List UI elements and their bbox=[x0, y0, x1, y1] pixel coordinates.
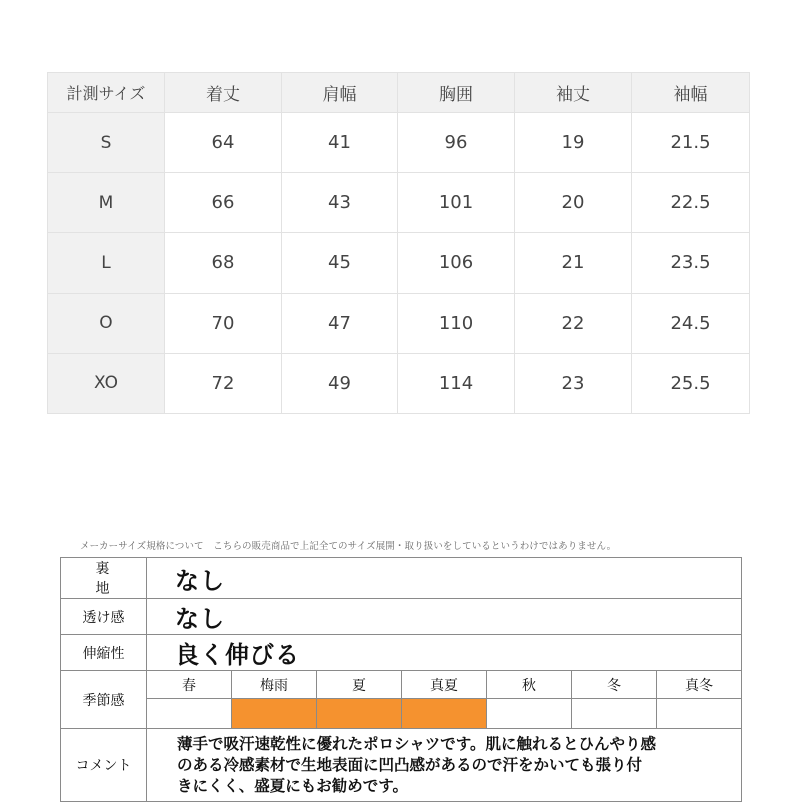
spec-value-stretch: 良く伸びる bbox=[147, 635, 742, 671]
table-cell: 21.5 bbox=[632, 113, 750, 173]
season-indicator bbox=[487, 699, 572, 729]
table-cell: 21 bbox=[515, 233, 632, 293]
size-table-header-row bbox=[48, 73, 750, 113]
spec-row-comment bbox=[61, 729, 742, 802]
season-name: 冬 bbox=[572, 671, 657, 699]
size-label: O bbox=[48, 293, 165, 353]
table-cell: 106 bbox=[398, 233, 515, 293]
table-cell: 23.5 bbox=[632, 233, 750, 293]
maker-size-note: メーカーサイズ規格について こちらの販売商品で上記全てのサイズ展開・取り扱いをしているというわけではありません。 bbox=[80, 541, 617, 552]
season-indicator bbox=[657, 699, 742, 729]
table-cell: 43 bbox=[282, 173, 398, 233]
spec-value-sheer: なし bbox=[147, 599, 742, 635]
spec-label-lining: 裏 地 bbox=[61, 558, 147, 599]
season-name: 春 bbox=[147, 671, 232, 699]
season-name: 夏 bbox=[317, 671, 402, 699]
table-cell: 70 bbox=[165, 293, 282, 353]
season-indicator bbox=[147, 699, 232, 729]
season-name: 真冬 bbox=[657, 671, 742, 699]
table-row bbox=[48, 113, 750, 173]
header-shoulder-width: 肩幅 bbox=[282, 73, 398, 113]
spec-value-comment: 薄手で吸汗速乾性に優れたポロシャツです。肌に触れるとひんやり感 のある冷感素材で生地表面に凹凸感があるので汗をかいても張り付 きにくく、盛夏にもお勧めです。 bbox=[147, 729, 742, 802]
table-cell: 49 bbox=[282, 353, 398, 413]
spec-table bbox=[60, 557, 742, 802]
table-row bbox=[48, 353, 750, 413]
table-cell: 72 bbox=[165, 353, 282, 413]
size-label: S bbox=[48, 113, 165, 173]
spec-row-sheer bbox=[61, 599, 742, 635]
table-row bbox=[48, 233, 750, 293]
header-length: 着丈 bbox=[165, 73, 282, 113]
season-name: 秋 bbox=[487, 671, 572, 699]
table-cell: 22.5 bbox=[632, 173, 750, 233]
header-sleeve-length: 袖丈 bbox=[515, 73, 632, 113]
size-label: M bbox=[48, 173, 165, 233]
table-cell: 66 bbox=[165, 173, 282, 233]
table-cell: 25.5 bbox=[632, 353, 750, 413]
spec-label-season: 季節感 bbox=[61, 671, 147, 729]
header-sleeve-width: 袖幅 bbox=[632, 73, 750, 113]
table-cell: 110 bbox=[398, 293, 515, 353]
table-cell: 101 bbox=[398, 173, 515, 233]
season-marks-row bbox=[61, 699, 742, 729]
header-chest: 胸囲 bbox=[398, 73, 515, 113]
table-cell: 96 bbox=[398, 113, 515, 173]
table-cell: 23 bbox=[515, 353, 632, 413]
table-cell: 47 bbox=[282, 293, 398, 353]
table-cell: 24.5 bbox=[632, 293, 750, 353]
table-cell: 45 bbox=[282, 233, 398, 293]
season-indicator bbox=[402, 699, 487, 729]
table-cell: 41 bbox=[282, 113, 398, 173]
season-name: 梅雨 bbox=[232, 671, 317, 699]
spec-row-lining bbox=[61, 558, 742, 599]
table-cell: 64 bbox=[165, 113, 282, 173]
table-cell: 68 bbox=[165, 233, 282, 293]
table-cell: 22 bbox=[515, 293, 632, 353]
header-measure-size: 計測サイズ bbox=[48, 73, 165, 113]
season-indicator bbox=[232, 699, 317, 729]
table-cell: 19 bbox=[515, 113, 632, 173]
size-table bbox=[47, 72, 750, 414]
season-name: 真夏 bbox=[402, 671, 487, 699]
spec-value-lining: なし bbox=[147, 558, 742, 599]
spec-label-stretch: 伸縮性 bbox=[61, 635, 147, 671]
size-label: L bbox=[48, 233, 165, 293]
spec-row-stretch bbox=[61, 635, 742, 671]
spec-label-comment: コメント bbox=[61, 729, 147, 802]
table-cell: 20 bbox=[515, 173, 632, 233]
table-cell: 114 bbox=[398, 353, 515, 413]
size-label: XO bbox=[48, 353, 165, 413]
season-names-row bbox=[61, 671, 742, 699]
season-indicator bbox=[572, 699, 657, 729]
table-row bbox=[48, 293, 750, 353]
spec-label-sheer: 透け感 bbox=[61, 599, 147, 635]
season-indicator bbox=[317, 699, 402, 729]
table-row bbox=[48, 173, 750, 233]
